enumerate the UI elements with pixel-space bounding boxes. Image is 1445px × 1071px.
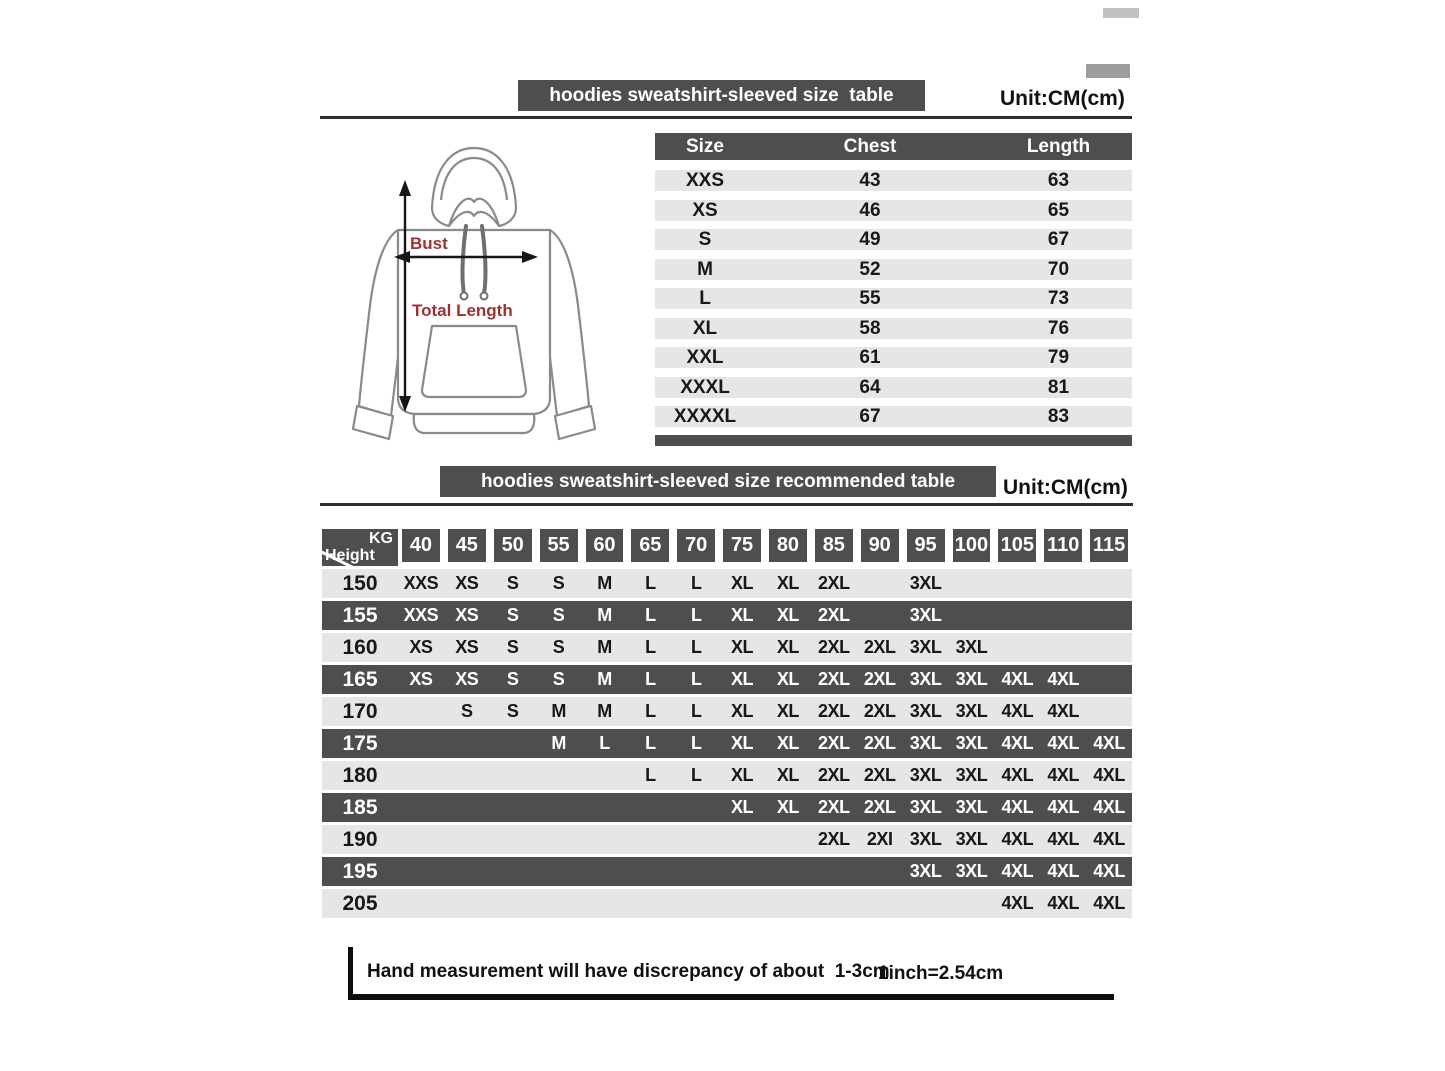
matrix-size-cell: XL	[731, 669, 754, 689]
scan-artifact-header	[1086, 64, 1130, 78]
matrix-size-cell: S	[552, 573, 565, 593]
matrix-size-cell: 4XL	[1001, 701, 1034, 721]
matrix-row	[322, 857, 1132, 886]
height-label: 185	[342, 795, 378, 819]
drawstring-right-tip	[481, 293, 488, 300]
matrix-size-cell: L	[645, 765, 656, 785]
matrix-size-cell: 4XL	[1047, 733, 1079, 753]
matrix-size-cell: 2XL	[818, 701, 850, 721]
matrix-size-cell: 3XL	[909, 765, 942, 785]
size-table-cell-size: XXS	[685, 170, 725, 191]
matrix-body	[322, 569, 1132, 918]
matrix-size-cell: 2XL	[863, 701, 896, 721]
matrix-size-cell: 2XL	[818, 605, 850, 625]
matrix-row	[322, 569, 1132, 598]
matrix-size-cell: 3XL	[909, 733, 942, 753]
matrix-size-cell: 2XL	[818, 765, 850, 785]
size-column-header: Size	[685, 135, 725, 157]
matrix-size-cell: 3XL	[955, 765, 988, 785]
matrix-size-cell: 3XL	[909, 669, 942, 689]
matrix-size-cell: M	[597, 573, 612, 593]
size-table-cell-length: 65	[1047, 199, 1070, 221]
scan-artifact-top	[1103, 8, 1139, 18]
size-table-cell-length: 73	[1047, 288, 1070, 309]
weight-column-header: 45	[448, 529, 486, 562]
size-table-cell-chest: 67	[859, 406, 881, 427]
weight-column-header: 70	[677, 529, 715, 562]
height-label: 175	[342, 731, 378, 755]
matrix-header-row	[322, 529, 1132, 566]
matrix-size-cell: S	[506, 573, 519, 593]
height-label: 180	[342, 763, 378, 787]
size-table-header	[655, 133, 1132, 160]
height-label: 205	[342, 891, 378, 915]
size-table-cell-size: M	[697, 258, 713, 280]
matrix-size-cell: 2XL	[863, 765, 896, 785]
bust-label: Bust	[410, 234, 448, 253]
matrix-size-cell: 4XL	[1093, 765, 1125, 785]
matrix-row	[322, 825, 1132, 854]
matrix-size-cell: 3XL	[955, 733, 988, 753]
matrix-size-cell: 4XL	[1001, 893, 1034, 913]
matrix-size-cell: S	[552, 637, 565, 657]
weight-column-header: 115	[1090, 529, 1128, 562]
matrix-size-cell: 4XL	[1093, 733, 1125, 753]
size-table-row	[655, 318, 1132, 339]
size-table-cell-chest: 46	[859, 199, 881, 221]
size-table	[655, 133, 1132, 446]
hoodie-hem	[414, 414, 535, 433]
length-column-header: Length	[1026, 135, 1091, 157]
unit-label-size-table: Unit:CM(cm)	[1000, 87, 1125, 110]
height-label: 190	[342, 827, 378, 851]
matrix-size-cell: XL	[776, 637, 799, 657]
matrix-size-cell: 4XL	[1001, 797, 1034, 817]
matrix-row	[322, 633, 1132, 662]
weight-column-header: 55	[540, 529, 578, 562]
matrix-size-cell: 3XL	[955, 797, 988, 817]
matrix-size-cell: M	[597, 669, 612, 689]
matrix-size-cell: XL	[731, 797, 754, 817]
matrix-size-cell: S	[506, 701, 519, 721]
matrix-size-cell: M	[551, 733, 566, 753]
size-table-row	[655, 288, 1132, 309]
matrix-size-cell: 4XL	[1047, 893, 1079, 913]
matrix-size-cell: 2XL	[863, 797, 896, 817]
matrix-size-cell: M	[597, 637, 612, 657]
recommendation-matrix	[322, 529, 1132, 918]
size-table-cell-size: XXL	[686, 347, 724, 368]
matrix-size-cell: S	[552, 669, 565, 689]
matrix-size-cell: 4XL	[1001, 765, 1034, 785]
matrix-size-cell: S	[506, 669, 519, 689]
matrix-size-cell: XL	[776, 605, 799, 625]
chest-column-header: Chest	[843, 135, 897, 157]
height-label: 195	[342, 859, 378, 883]
unit-label-recommended: Unit:CM(cm)	[1003, 476, 1128, 499]
matrix-size-cell: L	[645, 605, 656, 625]
size-table-footer-bar	[655, 435, 1132, 446]
matrix-size-cell: XL	[731, 765, 754, 785]
matrix-size-cell: XS	[455, 669, 479, 689]
size-table-cell-length: 76	[1047, 317, 1070, 339]
matrix-size-cell: XS	[409, 637, 433, 657]
size-table-row	[655, 377, 1132, 398]
size-table-cell-size: L	[699, 288, 711, 309]
divider-line-middle	[320, 503, 1133, 506]
matrix-row	[322, 697, 1132, 726]
weight-column-header: 75	[723, 529, 761, 562]
matrix-row	[322, 665, 1132, 694]
matrix-size-cell: M	[597, 701, 612, 721]
hoodie-drawing	[328, 136, 620, 462]
size-table-cell-length: 83	[1047, 406, 1070, 427]
matrix-size-cell: 3XL	[909, 637, 942, 657]
matrix-size-cell: 2XL	[818, 669, 850, 689]
weight-column-header: 90	[861, 529, 899, 562]
matrix-size-cell: L	[645, 669, 656, 689]
matrix-size-cell: XL	[776, 765, 799, 785]
matrix-size-cell: 2XL	[863, 637, 896, 657]
size-table-body	[655, 160, 1132, 427]
matrix-row	[322, 601, 1132, 630]
matrix-size-cell: 3XL	[909, 701, 942, 721]
size-table-cell-chest: 49	[859, 229, 881, 250]
height-label: 160	[342, 635, 378, 659]
height-label: 165	[342, 667, 378, 691]
matrix-size-cell: XL	[776, 733, 799, 753]
matrix-size-cell: 4XL	[1001, 669, 1034, 689]
total-length-arrowhead-top	[399, 180, 411, 196]
matrix-size-cell: L	[690, 765, 702, 785]
corner-height-label: Height	[325, 547, 375, 564]
matrix-size-cell: S	[506, 605, 519, 625]
matrix-size-cell: 4XL	[1001, 733, 1034, 753]
corner-cell	[322, 529, 398, 566]
matrix-size-cell: 4XL	[1001, 861, 1034, 881]
matrix-size-cell: 3XL	[909, 861, 942, 881]
matrix-size-cell: 4XL	[1047, 669, 1079, 689]
size-table-cell-chest: 61	[859, 347, 881, 368]
matrix-size-cell: L	[645, 701, 656, 721]
weight-column-header: 85	[815, 529, 853, 562]
matrix-size-cell: XXS	[403, 605, 439, 625]
matrix-size-cell: 3XL	[909, 573, 942, 593]
matrix-size-cell: XXS	[403, 573, 439, 593]
hoodie-pocket	[422, 326, 526, 397]
matrix-size-cell: XS	[455, 637, 479, 657]
weight-column-header: 40	[402, 529, 440, 562]
size-table-cell-chest: 52	[859, 258, 881, 280]
matrix-size-cell: L	[690, 701, 702, 721]
footnote-left-bar	[348, 947, 353, 1000]
matrix-size-cell: 4XL	[1047, 797, 1079, 817]
hoodie-diagram	[328, 136, 620, 462]
size-table-row	[655, 406, 1132, 427]
size-table-cell-size: XXXL	[680, 376, 730, 398]
weight-column-header: 95	[907, 529, 945, 562]
matrix-size-cell: 2XL	[818, 829, 850, 849]
size-table-row	[655, 229, 1132, 250]
matrix-size-cell: 3XL	[955, 669, 988, 689]
size-table-row	[655, 259, 1132, 280]
weight-column-header: 65	[631, 529, 669, 562]
measurement-note: Hand measurement will have discrepancy of about 1-3cm	[367, 961, 890, 982]
size-table-cell-chest: 55	[859, 288, 881, 309]
matrix-size-cell: XL	[776, 573, 799, 593]
size-table-cell-length: 63	[1047, 170, 1070, 191]
size-table-cell-chest: 43	[859, 170, 881, 191]
footnote-bottom-bar	[348, 994, 1114, 1000]
matrix-size-cell: L	[690, 605, 702, 625]
size-table-cell-size: S	[698, 229, 712, 250]
recommended-title-bar	[440, 466, 996, 497]
weight-column-header: 60	[586, 529, 624, 562]
matrix-size-cell: L	[690, 573, 702, 593]
weight-column-header: 80	[769, 529, 807, 562]
weight-column-header: 105	[998, 529, 1036, 562]
matrix-size-cell: 4XL	[1001, 829, 1034, 849]
matrix-size-cell: XL	[731, 701, 754, 721]
matrix-size-cell: 4XL	[1047, 861, 1079, 881]
matrix-size-cell: L	[690, 669, 702, 689]
matrix-size-cell: XL	[776, 797, 799, 817]
matrix-size-cell: M	[597, 605, 612, 625]
matrix-size-cell: S	[552, 605, 565, 625]
hoodie-collar	[449, 212, 499, 226]
size-table-cell-chest: 58	[859, 317, 881, 339]
matrix-size-cell: 3XL	[955, 701, 988, 721]
matrix-size-cell: XL	[776, 701, 799, 721]
recommended-title: hoodies sweatshirt-sleeved size recommended table	[480, 470, 956, 492]
size-table-cell-chest: 64	[859, 376, 881, 398]
matrix-size-cell: 2XL	[863, 669, 896, 689]
size-table-title-bar	[518, 80, 925, 111]
weight-column-header: 110	[1044, 529, 1082, 562]
matrix-size-cell: XS	[409, 669, 433, 689]
size-table-cell-length: 81	[1047, 376, 1070, 398]
weight-column-header: 100	[953, 529, 991, 562]
matrix-size-cell: XS	[455, 605, 479, 625]
total-length-label: Total Length	[412, 301, 513, 320]
matrix-size-cell: L	[645, 733, 656, 753]
matrix-size-cell: 2XL	[818, 637, 850, 657]
matrix-size-cell: L	[690, 733, 702, 753]
matrix-size-cell: 4XL	[1047, 765, 1079, 785]
matrix-size-cell: 4XL	[1093, 797, 1125, 817]
height-label: 170	[342, 699, 378, 723]
weight-column-header: 50	[494, 529, 532, 562]
matrix-size-cell: XL	[731, 573, 754, 593]
matrix-row	[322, 793, 1132, 822]
size-table-row	[655, 200, 1132, 221]
size-table-cell-length: 67	[1047, 229, 1070, 250]
matrix-size-cell: 3XL	[955, 829, 988, 849]
drawstring-left-tip	[461, 293, 468, 300]
size-table-row	[655, 347, 1132, 368]
matrix-size-cell: XL	[731, 637, 754, 657]
size-table-cell-size: XXXXL	[673, 406, 737, 427]
matrix-size-cell: L	[645, 573, 656, 593]
matrix-row	[322, 729, 1132, 758]
matrix-size-cell: XL	[731, 605, 754, 625]
matrix-size-cell: 4XL	[1047, 701, 1079, 721]
matrix-size-cell: 3XL	[955, 861, 988, 881]
height-label: 150	[342, 571, 378, 595]
matrix-size-cell: 2XL	[818, 573, 850, 593]
matrix-size-cell: 2XL	[818, 733, 850, 753]
matrix-size-cell: 4XL	[1093, 893, 1125, 913]
matrix-size-cell: XL	[776, 669, 799, 689]
matrix-size-cell: 4XL	[1047, 829, 1079, 849]
matrix-size-cell: L	[599, 733, 610, 753]
matrix-size-cell: L	[645, 637, 656, 657]
matrix-size-cell: XL	[731, 733, 754, 753]
matrix-size-cell: 3XL	[955, 637, 988, 657]
matrix-size-cell: 4XL	[1093, 829, 1125, 849]
divider-line-top	[320, 116, 1132, 119]
matrix-row	[322, 761, 1132, 790]
matrix-size-cell: 3XL	[909, 829, 942, 849]
matrix-size-cell: 2XL	[863, 733, 896, 753]
matrix-size-cell: XS	[455, 573, 479, 593]
corner-kg-label: KG	[369, 530, 393, 547]
matrix-size-cell: 2XL	[818, 797, 850, 817]
matrix-size-cell: L	[690, 637, 702, 657]
height-label: 155	[342, 603, 378, 627]
matrix-size-cell: M	[551, 701, 566, 721]
size-table-cell-length: 70	[1047, 258, 1070, 280]
size-table-cell-length: 79	[1047, 347, 1070, 368]
matrix-size-cell: S	[506, 637, 519, 657]
size-table-row	[655, 170, 1132, 191]
matrix-size-cell: 3XL	[909, 605, 942, 625]
matrix-row	[322, 889, 1132, 918]
inch-conversion: 1inch=2.54cm	[878, 963, 1004, 984]
matrix-size-cell: 2XI	[866, 829, 893, 849]
matrix-size-cell: 4XL	[1093, 861, 1125, 881]
matrix-size-cell: 3XL	[909, 797, 942, 817]
size-table-cell-size: XL	[692, 317, 718, 339]
size-table-cell-size: XS	[692, 199, 718, 221]
matrix-size-cell: S	[461, 701, 473, 721]
size-table-title: hoodies sweatshirt-sleeved size table	[549, 84, 894, 106]
